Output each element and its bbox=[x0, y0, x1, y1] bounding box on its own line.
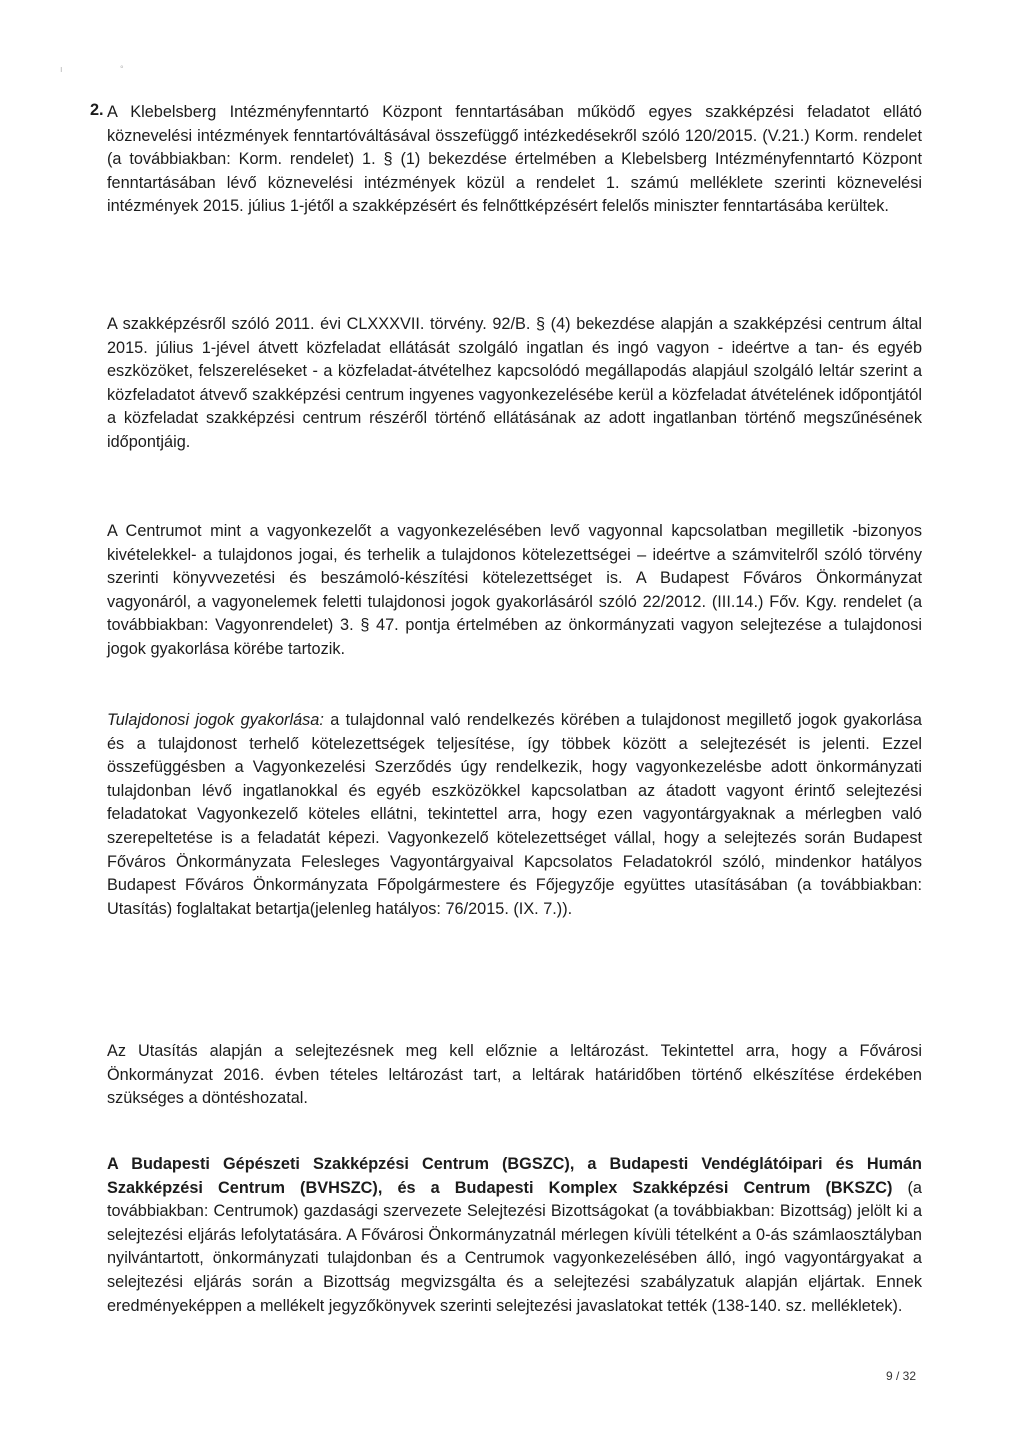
paragraph-5 bbox=[107, 1040, 922, 1111]
paragraph-4-body: a tulajdonnal való rendelkezés körében a tulajdonost megillető jogok gyakorlása és a tulajdonost terhelő kötelezettségek teljesítése, így többek között a selejtezését is jelenti. Ezzel összefüggésben a Vagyonkezelési Szerződés úgy rendelkezik, hogy vagyonkezelésbe adott önkormányzati tulajdonban lévő ingatlanokkal és egyéb eszközökkel kapcsolatban az átadott vagyont érintő selejtezési feladatokat Vagyonkezelő köteles ellátni, tekintettel arra, hogy ezen vagyontárgyaknak a mérlegben való szerepeltetése is a feladatát képezi. Vagyonkezelő kötelezettséget vállal, hogy a selejtezés során Budapest Főváros Önkormányzata Felesleges Vagyontárgyaival Kapcsolatos Feladatokról szóló, mindenkor hatályos Budapest Főváros Önkormányzata Főpolgármestere és Főjegyzője együttes utasításában (a továbbiakban: Utasítás) foglaltakat betartja(jelenleg hatályos: 76/2015. (IX. 7.)). bbox=[107, 711, 922, 918]
paragraph-5-text: Az Utasítás alapján a selejtezésnek meg kell előznie a leltározást. Tekintettel arra, hogy a Fővárosi Önkormányzat 2016. évben tételes leltározást tart, a leltárak határidőben történő elkészítése érdekében szükséges a döntéshozatal. bbox=[107, 1042, 922, 1108]
paragraph-4-text bbox=[107, 709, 922, 921]
paragraph-1-text: A Klebelsberg Intézményfenntartó Központ fenntartásában működő egyes szakképzési feladatot ellátó köznevelési intézmények fenntartóváltásával összefüggő intézkedésekről szóló 120/2015. (V.21.) Korm. rendelet (a továbbiakban: Korm. rendelet) 1. § (1) bekezdése értelmében a Klebelsberg Intézményfenntartó Központ fenntartásában lévő köznevelési intézmények közül a rendelet 1. számú melléklete szerinti köznevelési intézmények 2015. július 1-jétől a szakképzésért és felnőttképzésért felelős miniszter fenntartásába kerültek. bbox=[107, 103, 922, 216]
section-number: 2. bbox=[90, 101, 104, 119]
centers-bold: A Budapesti Gépészeti Szakképzési Centrum (BGSZC), a Budapesti Vendéglátóipari és Humán Szakképzési Centrum (BVHSZC), és a Budapesti Komplex Szakképzési Centrum (BKSZC) bbox=[107, 1155, 922, 1197]
paragraph-6-text bbox=[107, 1153, 922, 1318]
paragraph-2 bbox=[107, 313, 922, 455]
page-number: 9 / 32 bbox=[885, 1369, 916, 1383]
paragraph-6-body: (a továbbiakban: Centrumok) gazdasági szervezete Selejtezési Bizottságokat (a továbbiakban: Bizottság) jelölt ki a selejtezési eljárás lefolytatására. A Fővárosi Önkormányzatnál mérlegen kívüli tételként a 0-ás számlaosztályban nyilvántartott, önkormányzati tulajdonban és a Centrumok vagyonkezelésében álló, ingó vagyontárgyakat a selejtezési eljárás során a Bizottság megvizsgálta és a selejtezési szabályzatuk alapján eljártak. Ennek eredményeképpen a mellékelt jegyzőkönyvek szerinti selejtezési javaslatokat tették (138-140. sz. mellékletek). bbox=[107, 1178, 922, 1315]
paragraph-3 bbox=[107, 520, 922, 662]
term-italic: Tulajdonosi jogok gyakorlása: bbox=[107, 711, 324, 729]
paragraph-2-text: A szakképzésről szóló 2011. évi CLXXXVII. törvény. 92/B. § (4) bekezdése alapján a szakképzési centrum által 2015. július 1-jével átvett közfeladat ellátását szolgáló ingatlan és ingó vagyon - ideértve a tan- és egyéb eszközöket, felszereléseket - a közfeladat-átvételhez kapcsolódó megállapodás alapjául szolgáló leltár szerint a közfeladatot átvevő szakképzési centrum ingyenes vagyonkezelésébe kerül a közfeladat átvételének időpontjától a közfeladat szakképzési centrum részéről történő ellátásának az adott ingatlanban történő megszűnésének időpontjáig. bbox=[107, 315, 922, 451]
scan-mark-right: ° bbox=[120, 64, 124, 74]
paragraph-4 bbox=[107, 709, 922, 921]
paragraph-6 bbox=[107, 1153, 922, 1318]
paragraph-3-text: A Centrumot mint a vagyonkezelőt a vagyonkezelésében levő vagyonnal kapcsolatban megilletik -bizonyos kivételekkel- a tulajdonos jogai, és terhelik a tulajdonos kötelezettségei – ideértve a számvitelről szóló törvény szerinti könyvvezetési és beszámoló-készítési kötelezettséget is. A Budapest Főváros Önkormányzat vagyonáról, a vagyonelemek feletti tulajdonosi jogok gyakorlásáról szóló 22/2012. (III.14.) Főv. Kgy. rendelet (a továbbiakban: Vagyonrendelet) 3. § 47. pontja értelmében az önkormányzati vagyon selejtezése a tulajdonosi jogok gyakorlása körébe tartozik. bbox=[107, 522, 922, 658]
paragraph-1 bbox=[107, 101, 922, 219]
scan-mark-left: ı bbox=[60, 64, 63, 74]
